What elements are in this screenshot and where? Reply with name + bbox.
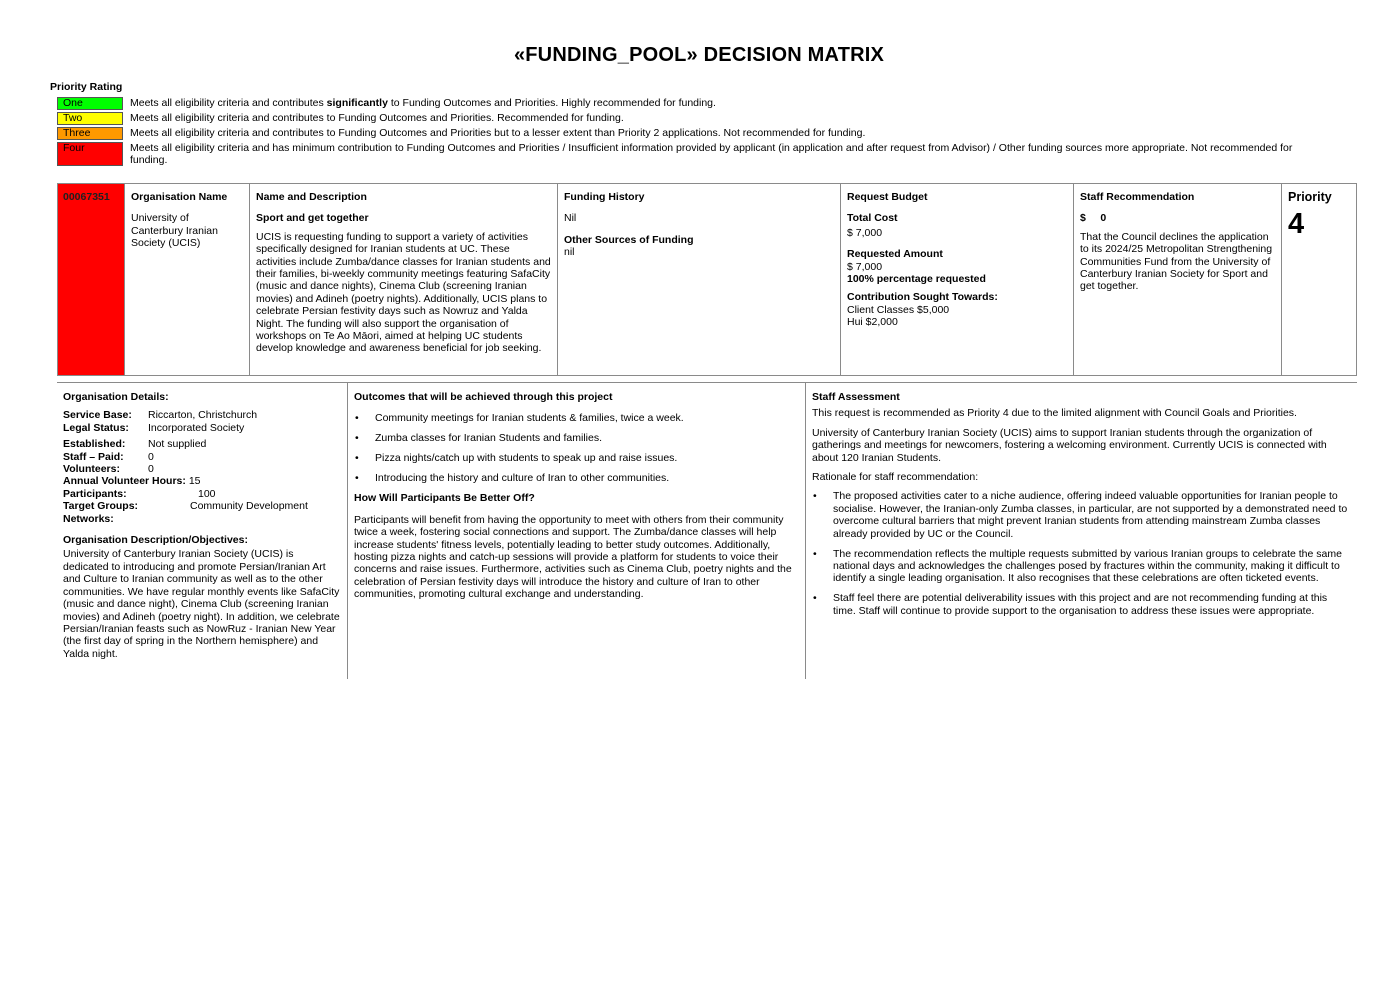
staff-recommendation-header: Staff Recommendation — [1080, 191, 1195, 203]
priority-header: Priority — [1288, 190, 1332, 204]
details-section — [57, 383, 1357, 679]
priority-text-three: Meets all eligibility criteria and contributes to Funding Outcomes and Priorities but to a lesser extent than Priority 2 applications. Not recommended for funding. — [130, 127, 866, 139]
request-budget-header: Request Budget — [847, 191, 928, 203]
description-header: Name and Description — [256, 191, 367, 203]
participants-row: Participants: 100 — [63, 487, 216, 500]
priority-rating-heading: Priority Rating — [50, 81, 123, 93]
priority-swatch-two: Two — [57, 112, 123, 125]
staff-assessment-paragraph: University of Canterbury Iranian Society (UCIS) aims to support Iranian students through the organization of gatherings and meetings for newcomers, fostering a welcoming environment. Currently UCIS is connected with about 120 Iranian Students. — [812, 426, 1327, 464]
service-base-row: Service Base: Riccarton, Christchurch — [63, 409, 258, 422]
networks-label: Networks: — [63, 512, 114, 525]
better-off-header: How Will Participants Be Better Off? — [354, 492, 535, 505]
outcomes-header: Outcomes that will be achieved through this project — [354, 391, 613, 403]
description-cell — [250, 184, 558, 375]
staff-recommendation-text: That the Council declines the application to its 2024/25 Metropolitan Strengthening Communities Fund from the University of Canterbury Iranian Society for Sport and get together. — [1080, 230, 1273, 293]
rationale-label: Rationale for staff recommendation: — [812, 471, 979, 484]
application-id: 00067351 — [63, 191, 110, 203]
organisation-details-header: Organisation Details: — [63, 391, 169, 403]
better-off-text: Participants will benefit from having the opportunity to meet with others from their community twice a week, fostering social connections and support. The Zumba/dance classes will help increase students' fitness levels, potentially leading to better study outcomes. Additionally, hosting pizza nights and catch-up sessions will provide a platform for students to voice their concerns and raise issues. Furthermore, activities such as Cinema Club, poetry nights and the celebration of Persian festivity days will introduce the history and culture of Iran to other communities, promoting cultural exchange and understanding. — [354, 513, 792, 601]
rationale-item: • The proposed activities cater to a niche audience, offering indeed valuable opportunities for Iranian people to socialise. However, the Iranian-only Zumba classes, in particular, are not supported by a demonstrated need to overcome cultural barriers that might prevent Iranian students from attending mainstream Zumba classes already provided by UC or the Council. — [812, 490, 1351, 540]
staff-recommended-amount: $ 0 — [1080, 212, 1107, 225]
request-budget-cell — [841, 184, 1074, 375]
priority-swatch-one: One — [57, 97, 123, 110]
staff-recommendation-cell — [1074, 184, 1282, 375]
application-id-cell — [58, 184, 125, 375]
outcomes-list — [354, 412, 799, 484]
priority-row-four — [57, 142, 1317, 166]
contribution-label: Contribution Sought Towards: — [847, 291, 998, 304]
rationale-item: • The recommendation reflects the multiple requests submitted by various Iranian groups to celebrate the same national days and acknowledges the challenges posed by fractures within the community, making it difficult to identify a single leading organisation. It also recognises that these celebrations are often ticketed events. — [812, 548, 1351, 585]
staff-assessment-paragraph: This request is recommended as Priority 4 due to the limited alignment with Council Goals and Priorities. — [812, 407, 1297, 420]
outcomes-column — [348, 383, 806, 679]
outcome-item: • Community meetings for Iranian students & families, twice a week. — [354, 412, 799, 424]
contribution-item: Client Classes $5,000 — [847, 303, 950, 316]
percentage-requested: 100% percentage requested — [847, 273, 986, 286]
priority-value: 4 — [1288, 208, 1305, 241]
outcome-item: • Introducing the history and culture of Iran to other communities. — [354, 472, 799, 484]
organisation-name-header: Organisation Name — [131, 191, 228, 203]
priority-swatch-three: Three — [57, 127, 123, 140]
priority-row-three — [57, 127, 1317, 140]
established-row: Established: Not supplied — [63, 438, 207, 451]
volunteers-row: Volunteers: 0 — [63, 463, 154, 476]
organisation-details-column — [57, 383, 348, 679]
priority-text-one: Meets all eligibility criteria and contributes significantly to Funding Outcomes and Priorities. Highly recommended for funding. — [130, 97, 716, 109]
rationale-item: • Staff feel there are potential deliverability issues with this project and are not recommending funding at this time. Staff will continue to provide support to the organisation to address these issues were appropriate. — [812, 592, 1351, 617]
organisation-description-header: Organisation Description/Objectives: — [63, 534, 248, 547]
priority-rating-legend — [57, 97, 1317, 168]
project-description: UCIS is requesting funding to support a variety of activities specifically designed for Iranian students at UC. These activities include Zumba/dance classes for Iranian students and their families, bi-weekly community meetings featuring SafaCity (music and dance nights), Cinema Club (screening Iranian movies) and Adineh (poetry nights). Additionally, UCIS plans to celebrate Persian festivity days such as Nowruz and Yalda Night. The funding will also support the organisation of workshops on Te Ao Māori, aimed at helping UC students develop knowledge and awareness beneficial for job seeking. — [256, 230, 551, 355]
target-groups-row: Target Groups: Community Development — [63, 500, 308, 513]
organisation-cell — [125, 184, 250, 375]
total-cost-label: Total Cost — [847, 212, 898, 225]
rationale-list — [812, 490, 1351, 617]
priority-text-four: Meets all eligibility criteria and has minimum contribution to Funding Outcomes and Priorities / Insufficient information provided by applicant (in application and after request from Advisor) / Other funding sources more appropriate. Not recommended for funding. — [130, 142, 1293, 166]
priority-text-two: Meets all eligibility criteria and contributes to Funding Outcomes and Priorities. Recommended for funding. — [130, 112, 624, 124]
legal-status-row: Legal Status: Incorporated Society — [63, 421, 245, 434]
other-sources-value: nil — [564, 246, 575, 259]
annual-volunteer-hours-row: Annual Volunteer Hours: 15 — [63, 475, 201, 488]
priority-row-one — [57, 97, 1317, 110]
contribution-item: Hui $2,000 — [847, 316, 898, 329]
requested-amount-label: Requested Amount — [847, 248, 943, 261]
page-title: «FUNDING_POOL» DECISION MATRIX — [513, 44, 885, 66]
staff-paid-row: Staff – Paid: 0 — [63, 450, 154, 463]
project-name: Sport and get together — [256, 212, 369, 225]
funding-history-cell — [558, 184, 841, 375]
outcome-item: • Zumba classes for Iranian Students and families. — [354, 432, 799, 444]
organisation-name: University of Canterbury Iranian Society (UCIS) — [131, 212, 218, 250]
application-summary-table — [57, 183, 1357, 376]
priority-cell — [1282, 184, 1356, 375]
outcome-item: • Pizza nights/catch up with students to speak up and raise issues. — [354, 452, 799, 464]
staff-assessment-header: Staff Assessment — [812, 391, 900, 403]
organisation-description: University of Canterbury Iranian Society (UCIS) is dedicated to introducing and promote Persian/Iranian Art and Culture to Iranian community as well as to the other communities. We have regular monthly events like SafaCity (music and dance night), Cinema Club (screening Iranian movies) and Adineh (poetry night). In addition, we celebrate Persian/Iranian feasts such as NowRuz - Iranian New Year (the first day of spring in the Northern hemisphere) and Yalda night. — [63, 548, 340, 660]
funding-history-header: Funding History — [564, 191, 645, 203]
total-cost-value: $ 7,000 — [847, 226, 883, 239]
requested-amount-value: $ 7,000 — [847, 260, 883, 273]
other-sources-header: Other Sources of Funding — [564, 233, 694, 246]
funding-history-value: Nil — [564, 212, 577, 225]
priority-swatch-four: Four — [57, 142, 123, 166]
priority-row-two — [57, 112, 1317, 125]
staff-assessment-column — [806, 383, 1357, 679]
